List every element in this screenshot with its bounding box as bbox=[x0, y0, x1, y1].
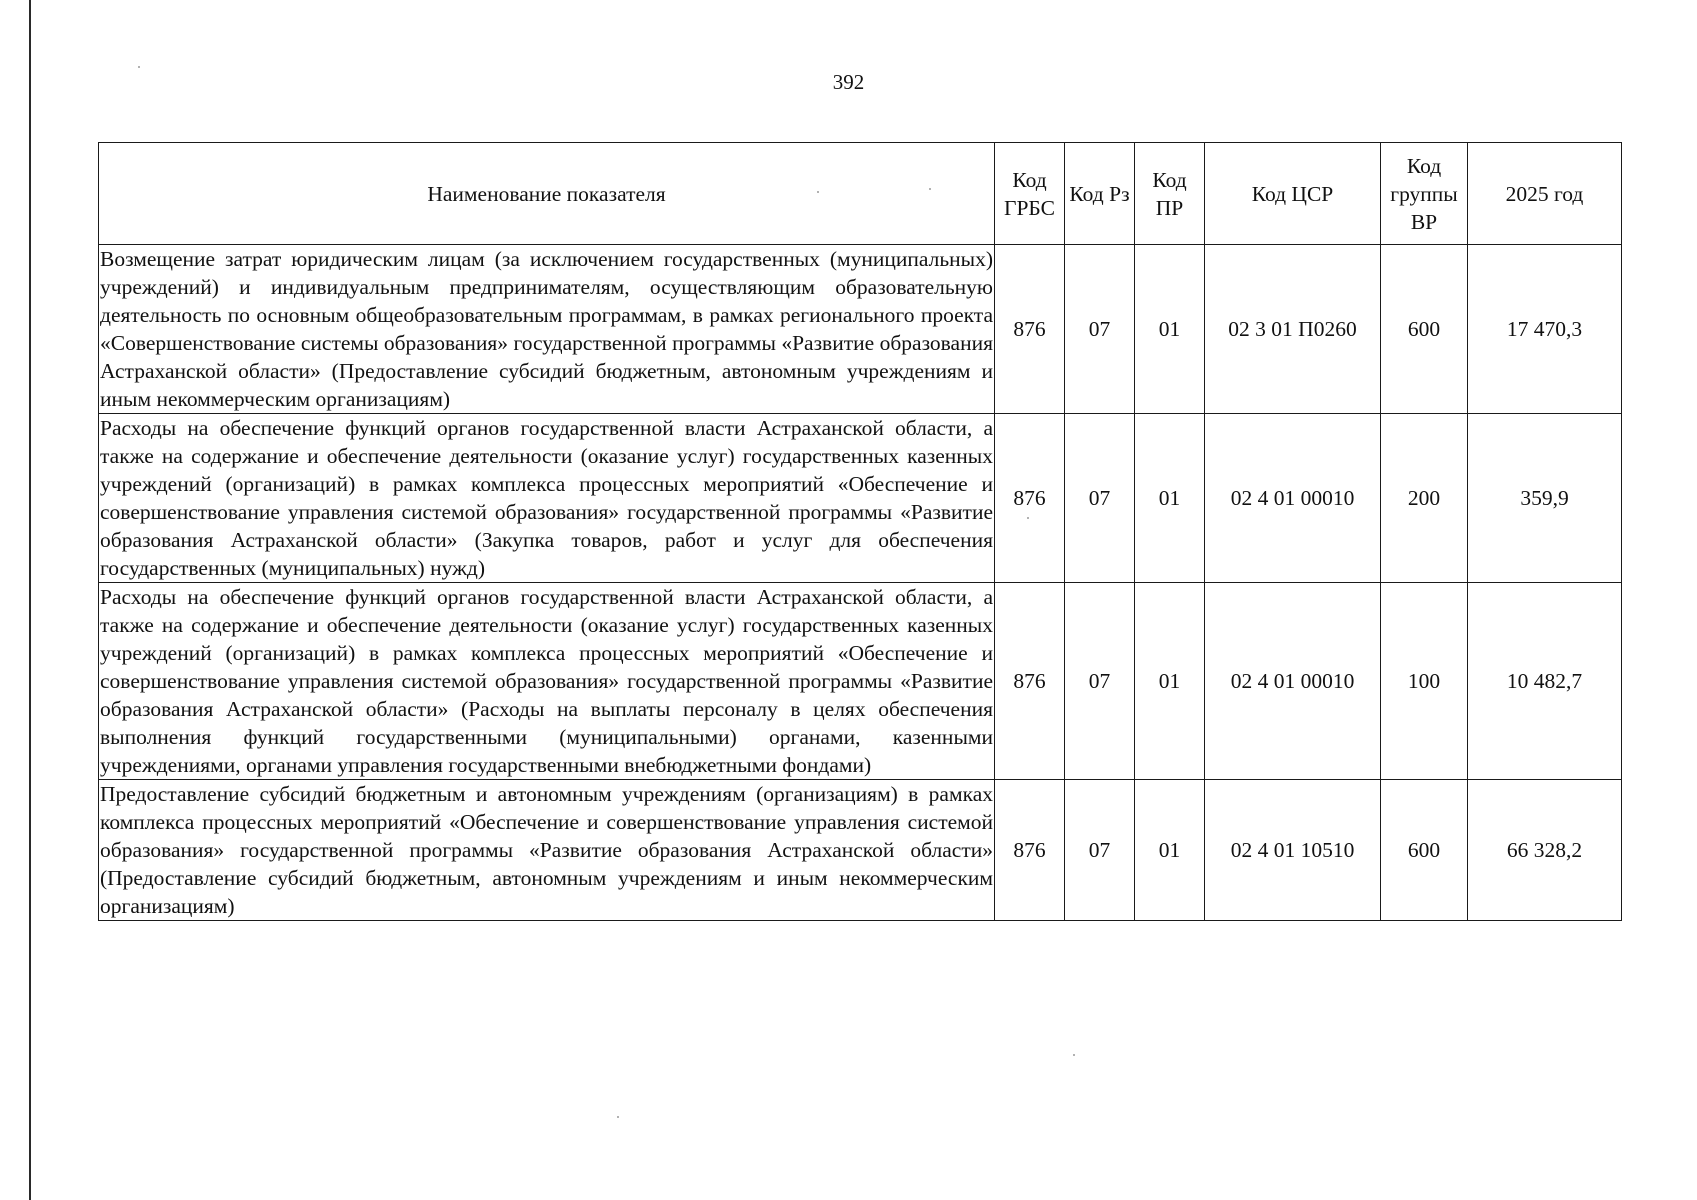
row-grbs-cell: 876 bbox=[995, 414, 1065, 583]
row-vr-cell: 100 bbox=[1381, 583, 1468, 780]
row-csr-cell: 02 4 01 00010 bbox=[1205, 414, 1381, 583]
row-rz-cell: 07 bbox=[1065, 780, 1135, 921]
row-amount-cell: 359,9 bbox=[1468, 414, 1622, 583]
row-csr-cell: 02 3 01 П0260 bbox=[1205, 245, 1381, 414]
row-csr-cell: 02 4 01 00010 bbox=[1205, 583, 1381, 780]
row-name-cell: Предоставление субсидий бюджетным и автономным учреждениям (организациям) в рамках комплекса процессных мероприятий «Обеспечение и совершенствование управления системой образования» государственной программы «Развитие образования Астраханской области» (Предоставление субсидий бюджетным, автономным учреждениям и иным некоммерческим организациям) bbox=[99, 780, 995, 921]
scan-speck bbox=[138, 66, 140, 68]
row-csr-cell: 02 4 01 10510 bbox=[1205, 780, 1381, 921]
scan-edge-line bbox=[29, 0, 31, 1200]
row-rz-cell: 07 bbox=[1065, 583, 1135, 780]
row-pr-cell: 01 bbox=[1135, 245, 1205, 414]
page-number: 392 bbox=[832, 70, 865, 94]
header-year: 2025 год bbox=[1468, 143, 1622, 245]
row-amount-cell: 66 328,2 bbox=[1468, 780, 1622, 921]
scan-speck bbox=[1073, 1054, 1075, 1056]
row-rz-cell: 07 bbox=[1065, 245, 1135, 414]
row-vr-cell: 600 bbox=[1381, 245, 1468, 414]
row-grbs-cell: 876 bbox=[995, 245, 1065, 414]
header-pr: Код ПР bbox=[1135, 143, 1205, 245]
table-row bbox=[99, 414, 1622, 583]
row-rz-cell: 07 bbox=[1065, 414, 1135, 583]
header-vr: Код группы ВР bbox=[1381, 143, 1468, 245]
table-row bbox=[99, 245, 1622, 414]
row-name-cell: Расходы на обеспечение функций органов государственной власти Астраханской области, а также на содержание и обеспечение деятельности (оказание услуг) государственных казенных учреждений (организаций) в рамках комплекса процессных мероприятий «Обеспечение и совершенствование управления системой образования» государственной программы «Развитие образования Астраханской области» (Расходы на выплаты персоналу в целях обеспечения выполнения функций государственными (муниципальными) органами, казенными учреждениями, органами управления государственными внебюджетными фондами) bbox=[99, 583, 995, 780]
table-row bbox=[99, 583, 1622, 780]
row-amount-cell: 10 482,7 bbox=[1468, 583, 1622, 780]
header-name: Наименование показателя bbox=[99, 143, 995, 245]
scan-speck bbox=[929, 188, 931, 190]
row-grbs-cell: 876 bbox=[995, 780, 1065, 921]
row-amount-cell: 17 470,3 bbox=[1468, 245, 1622, 414]
row-name-cell: Возмещение затрат юридическим лицам (за исключением государственных (муниципальных) учреждений) и индивидуальным предпринимателям, осуществляющим образовательную деятельность по основным общеобразовательным программам, в рамках регионального проекта «Совершенствование системы образования» государственной программы «Развитие образования Астраханской области» (Предоставление субсидий бюджетным, автономным учреждениям и иным некоммерческим организациям) bbox=[99, 245, 995, 414]
header-rz: Код Рз bbox=[1065, 143, 1135, 245]
row-name-cell: Расходы на обеспечение функций органов государственной власти Астраханской области, а также на содержание и обеспечение деятельности (оказание услуг) государственных казенных учреждений (организаций) в рамках комплекса процессных мероприятий «Обеспечение и совершенствование управления системой образования» государственной программы «Развитие образования Астраханской области» (Закупка товаров, работ и услуг для обеспечения государственных (муниципальных) нужд) bbox=[99, 414, 995, 583]
table-row bbox=[99, 780, 1622, 921]
scan-speck bbox=[617, 1116, 619, 1118]
row-pr-cell: 01 bbox=[1135, 414, 1205, 583]
row-grbs-cell: 876 bbox=[995, 583, 1065, 780]
row-vr-cell: 600 bbox=[1381, 780, 1468, 921]
row-pr-cell: 01 bbox=[1135, 583, 1205, 780]
scan-speck bbox=[1027, 517, 1029, 519]
header-grbs: Код ГРБС bbox=[995, 143, 1065, 245]
row-vr-cell: 200 bbox=[1381, 414, 1468, 583]
budget-table bbox=[98, 142, 1622, 921]
scan-speck bbox=[817, 191, 819, 193]
row-pr-cell: 01 bbox=[1135, 780, 1205, 921]
table-header-row bbox=[99, 143, 1622, 245]
header-csr: Код ЦСР bbox=[1205, 143, 1381, 245]
